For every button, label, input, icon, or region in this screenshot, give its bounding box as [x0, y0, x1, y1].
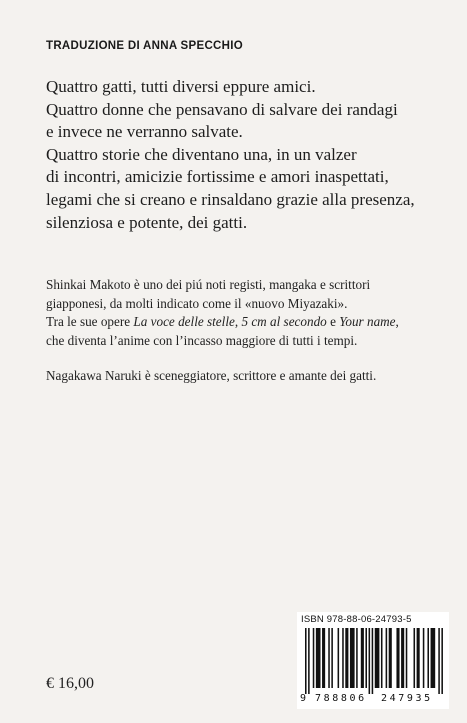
work-title: La voce delle stelle	[133, 314, 235, 330]
barcode-icon	[299, 628, 447, 694]
barcode-bar	[375, 628, 380, 688]
barcode-bar	[322, 628, 325, 688]
blurb	[46, 76, 441, 234]
barcode-bar	[342, 628, 344, 688]
bio-text: ,	[395, 314, 399, 330]
barcode-digit-group: 788806	[315, 693, 367, 704]
barcode-bar	[316, 628, 321, 688]
barcode-bar	[308, 628, 310, 694]
bio-line: giapponesi, da molti indicato come il «nuovo Miyazaki».	[46, 295, 348, 311]
barcode-bar	[356, 628, 358, 688]
author-bio	[46, 276, 446, 386]
barcode-bar	[350, 628, 355, 688]
barcode-bar	[438, 628, 440, 694]
barcode-bar	[328, 628, 330, 688]
barcode-bar	[427, 628, 429, 688]
blurb-line: Quattro donne che pensavano di salvare dei randagi	[46, 99, 398, 119]
bio-text: e	[326, 314, 340, 330]
barcode-bar	[381, 628, 383, 688]
work-title: Your name	[339, 314, 396, 330]
bio-line: che diventa l’anime con l’incasso maggiore di tutti i tempi.	[46, 332, 358, 348]
barcode-digit-group: 247935	[381, 693, 433, 704]
barcode-bar	[406, 628, 408, 688]
barcode-bar	[414, 628, 416, 688]
barcode-bar	[365, 628, 367, 688]
barcode-bar	[396, 628, 399, 688]
coauthor-bio: Nagakawa Naruki è sceneggiatore, scrittore e amante dei gatti.	[46, 368, 377, 384]
barcode-bar	[389, 628, 392, 688]
barcode-first-digit: 9	[300, 693, 307, 704]
barcode-bar	[338, 628, 340, 688]
bio-text: ,	[234, 314, 242, 330]
work-title: 5 cm al secondo	[241, 314, 327, 330]
price-label: € 16,00	[46, 675, 94, 692]
barcode-bar	[361, 628, 364, 688]
barcode-bar	[423, 628, 425, 688]
barcode-bar	[401, 628, 404, 688]
bio-text: Tra le sue opere	[46, 314, 134, 330]
barcode-bar	[369, 628, 371, 694]
barcode-bar	[313, 628, 315, 688]
blurb-line: e invece ne verranno salvate.	[46, 122, 243, 142]
blurb-line: silenziosa e potente, dei gatti.	[46, 212, 248, 232]
barcode-bar	[431, 628, 436, 688]
blurb-line: di incontri, amicizie fortissime e amori inaspettati,	[46, 167, 389, 187]
blurb-line: Quattro gatti, tutti diversi eppure amici.	[46, 77, 316, 96]
barcode-bar	[417, 628, 420, 688]
bio-works-line	[46, 313, 446, 332]
blurb-line: Quattro storie che diventano una, in un valzer	[46, 144, 357, 164]
barcode-panel	[297, 612, 449, 709]
barcode-bar	[441, 628, 443, 694]
barcode-bar	[305, 628, 307, 694]
barcode-bar	[331, 628, 333, 688]
barcode-bar	[386, 628, 388, 688]
bio-line: Shinkai Makoto è uno dei piú noti registi, mangaka e scrittori	[46, 277, 371, 292]
translator-credit: TRADUZIONE DI ANNA SPECCHIO	[46, 40, 244, 52]
barcode-bar	[345, 628, 348, 688]
barcode-bar	[372, 628, 374, 694]
blurb-line: legami che si creano e rinsaldano grazie alla presenza,	[46, 189, 415, 209]
isbn-label: ISBN 978-88-06-24793-5	[301, 614, 412, 625]
